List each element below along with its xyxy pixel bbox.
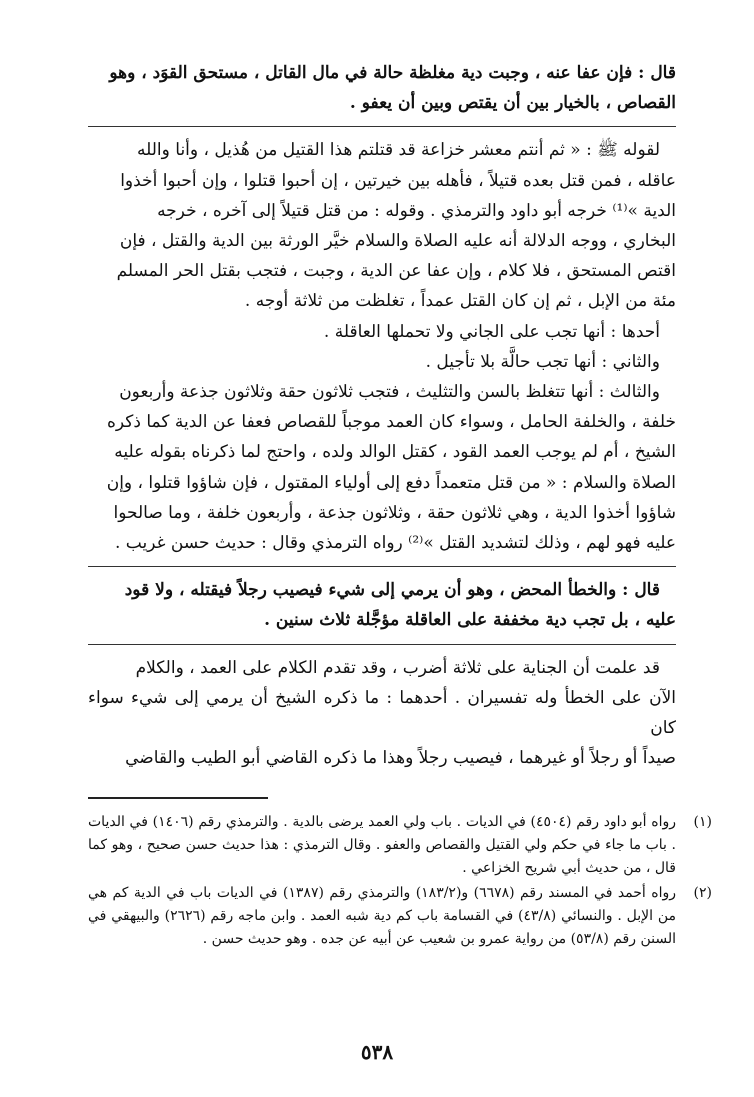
text-line: والثاني : أنها تجب حالَّة بلا تأجيل . (425, 351, 660, 372)
text-line: لقوله ﷺ : « ثم أنتم معشر خزاعة قد قتلتم هذا القتيل من هُذيل ، وأنا والله (137, 140, 660, 161)
separator-rule (88, 126, 676, 127)
text-line: البخاري ، ووجه الدلالة أنه عليه الصلاة والسلام خيَّر الورثة بين الدية والقتل ، فإن (119, 231, 676, 252)
text-line: القصاص ، بالخيار بين أن يقتص وبين أن يعفو . (349, 93, 676, 114)
text-line: قال : فإن عفا عنه ، وجبت دية مغلظة حالة في مال القاتل ، مستحق القوَد ، وهو (109, 63, 676, 83)
footnote-item (88, 882, 712, 951)
text-line: الصلاة والسلام : « من قتل متعمداً دفع إلى أولياء المقتول ، فإن شاؤوا قتلوا ، وإن (106, 472, 676, 493)
footnote-item (88, 811, 712, 880)
text-line: والثالث : أنها تتغلظ بالسن والتثليث ، فتجب ثلاثون حقة وثلاثون جذعة وأربعون (119, 382, 660, 403)
text-line: أحدها : أنها تجب على الجاني ولا تحملها العاقلة . (323, 321, 660, 342)
footnote-number: (١) (693, 814, 712, 831)
text-line: عليه ، بل تجب دية مخففة على العاقلة مؤجَّلة ثلاث سنين . (264, 610, 676, 631)
separator-rule (88, 644, 676, 645)
text-line: خلفة ، والخلفة الحامل ، وسواء كان العمد موجباً للقصاص فعفا عن الدية كما ذكره (106, 412, 676, 433)
commentary-block-1 (88, 135, 676, 558)
text-line: اقتص المستحق ، فلا كلام ، وإن عفا عن الدية ، وجبت ، فتجب بقتل الحر المسلم (116, 261, 676, 282)
footnote-text: رواه أحمد في المسند رقم (٦٦٧٨) و(١٨٣/٢) والترمذي رقم (١٣٨٧) في الديات باب في الدية كم هي من الإبل . والنسائي (٤٣/٨) في القسامة باب كم دية شبه العمد . وابن ماجه رقم (٢٦٢٦) والبيهقي في السنن رقم (٥٣/٨) من رواية عمرو بن شعيب عن أبيه عن جده . وهو حديث حسن . (88, 885, 677, 948)
footnote-text: رواه أبو داود رقم (٤٥٠٤) في الديات . باب ولي العمد يرضى بالدية . والترمذي رقم (١٤٠٦) في الديات . باب ما جاء في حكم ولي القتيل والقصاص والعفو . وقال الترمذي : هذا حديث حسن صحيح ، وهو كما قال ، من حديث أبي شريح الخزاعي . (88, 814, 676, 877)
text-line: الآن على الخطأ وله تفسيران . أحدهما : ما ذكره الشيخ أن يرمي إلى شيء سواء كان (88, 687, 676, 739)
matn-block-2 (88, 575, 676, 635)
text-line: مئة من الإبل ، ثم إن كان القتل عمداً ، تغلظت من ثلاثة أوجه . (244, 291, 676, 312)
text-line: قد علمت أن الجناية على ثلاثة أضرب ، وقد تقدم الكلام على العمد ، والكلام (135, 657, 660, 678)
commentary-block-2 (88, 653, 676, 774)
text-line: قال : والخطأ المحض ، وهو أن يرمي إلى شيء فيصيب رجلاً فيقتله ، ولا قود (124, 580, 660, 601)
text-line: صيداً أو رجلاً أو غيرهما ، فيصيب رجلاً وهذا ما ذكره القاضي أبو الطيب والقاضي (125, 748, 676, 769)
matn-block-1 (88, 58, 676, 118)
text-line: الشيخ ، أم لم يوجب العمد القود ، كقتل الوالد ولده ، واحتج لما ذكرناه بقوله عليه (114, 442, 676, 463)
text-line: الدية »⁽¹⁾ خرجه أبو داود والترمذي . وقوله : من قتل قتيلاً إلى آخره ، خرجه (157, 200, 676, 221)
separator-rule (88, 566, 676, 567)
text-line: عاقله ، فمن قتل بعده قتيلاً ، فأهله بين خيرتين ، إن أحبوا قتلوا ، وإن أحبوا أخذوا (120, 170, 676, 191)
text-line: شاؤوا أخذوا الدية ، وهي ثلاثون حقة ، وثلاثون جذعة ، وأربعون خلفة ، وما صالحوا (113, 502, 676, 523)
footnote-separator (88, 797, 268, 799)
footnote-number: (٢) (693, 885, 712, 902)
text-line: عليه فهو لهم ، وذلك لتشديد القتل »⁽²⁾ رواه الترمذي وقال : حديث حسن غريب . (114, 533, 676, 554)
footnotes (88, 811, 712, 951)
page-number: ٥٣٨ (360, 1040, 394, 1064)
